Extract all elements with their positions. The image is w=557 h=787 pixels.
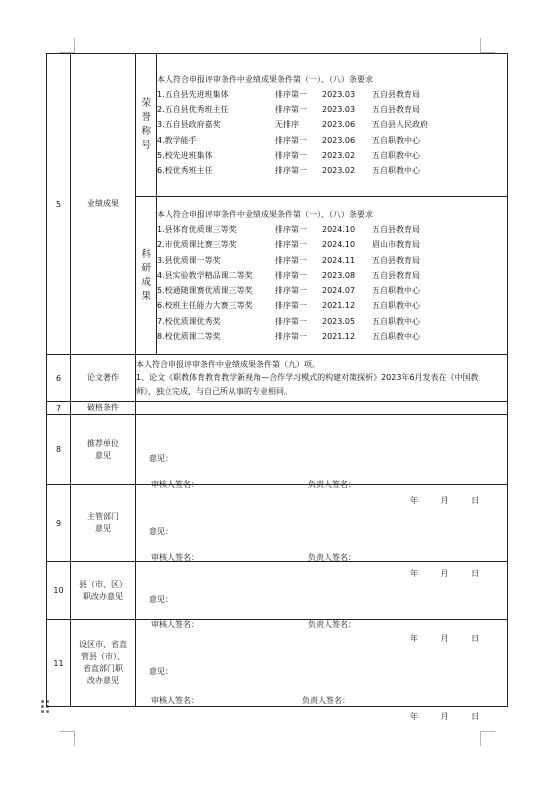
item-name: 1.县体育优质课三等奖 bbox=[157, 225, 237, 235]
row-number: 8 bbox=[47, 415, 71, 485]
row-number: 6 bbox=[47, 355, 71, 402]
row-number: 5 bbox=[47, 54, 71, 355]
responsible-signature-label: 负责人签名： bbox=[302, 696, 350, 705]
item-date: 2024.10 bbox=[322, 240, 356, 250]
paper-content[interactable] bbox=[136, 355, 508, 402]
item-date: 2023.05 bbox=[322, 316, 356, 326]
item-org: 五自职教中心 bbox=[372, 286, 420, 296]
item-name: 7.校优质课优秀奖 bbox=[157, 316, 221, 326]
item-date: 2023.08 bbox=[322, 270, 356, 280]
date-label: 年 月 日 bbox=[410, 633, 480, 643]
label-line: 管县（市）、 bbox=[81, 652, 125, 661]
crop-mark-top-left bbox=[60, 38, 75, 53]
item-name: 6.校优秀班主任 bbox=[157, 166, 213, 175]
row-number: 9 bbox=[47, 485, 71, 562]
responsible-signature-label: 负责人签名： bbox=[308, 553, 356, 562]
paper-line: 1、论文《职教体育教育教学新视角—合作学习模式的构建对策探析》2023年6月发表在《中国教 bbox=[136, 373, 479, 383]
list-item bbox=[157, 314, 507, 329]
item-rank: 排序第一 bbox=[275, 89, 307, 99]
row-number: 7 bbox=[47, 402, 71, 415]
crop-mark-top-right bbox=[480, 38, 495, 53]
reviewer-signature-label: 审核人签名： bbox=[151, 696, 199, 705]
opinion-label: 意见： bbox=[149, 667, 173, 676]
item-name: 4.教学能手 bbox=[157, 135, 197, 145]
item-rank: 排序第一 bbox=[275, 270, 307, 280]
item-rank: 排序第一 bbox=[275, 316, 307, 326]
application-form-table bbox=[46, 53, 508, 721]
label-line: 省直部门职 bbox=[83, 664, 123, 673]
item-org: 五自县教育局 bbox=[372, 270, 420, 280]
item-org: 眉山市教育局 bbox=[372, 240, 420, 250]
item-org: 五自县教育局 bbox=[372, 89, 420, 99]
opinion-cell[interactable] bbox=[136, 415, 508, 505]
item-date: 2021.12 bbox=[322, 301, 356, 311]
row-label: 破格条件 bbox=[71, 402, 136, 415]
paper-line: 本人符合申报评审条件中业绩成果条件第（九）项。 bbox=[136, 359, 320, 369]
row-number: 10 bbox=[47, 562, 71, 620]
item-org: 五自县教育局 bbox=[372, 225, 420, 235]
item-org: 五自县教育局 bbox=[372, 255, 420, 265]
reviewer-signature-label: 审核人签名： bbox=[151, 479, 199, 489]
list-item bbox=[157, 298, 507, 313]
row-number: 11 bbox=[47, 620, 71, 707]
item-date: 2023.02 bbox=[322, 150, 356, 160]
item-org: 五自职教中心 bbox=[372, 150, 420, 160]
item-name: 4.县实验教学精品课二等奖 bbox=[157, 270, 253, 280]
item-org: 五自县人民政府 bbox=[372, 120, 428, 130]
item-rank: 排序第一 bbox=[275, 301, 307, 311]
row-label bbox=[71, 415, 136, 485]
item-org: 五自职教中心 bbox=[372, 301, 420, 311]
row-label bbox=[71, 485, 136, 562]
list-item bbox=[157, 222, 507, 237]
label-line: 意见 bbox=[95, 450, 111, 460]
item-date: 2023.06 bbox=[322, 135, 356, 145]
item-name: 6.校班主任能力大赛三等奖 bbox=[157, 301, 253, 311]
label-line: 县（市、区） bbox=[79, 579, 127, 589]
item-org: 五自职教中心 bbox=[372, 331, 420, 341]
table-row bbox=[47, 415, 508, 485]
item-rank: 排序第一 bbox=[275, 331, 307, 341]
item-rank: 排序第一 bbox=[275, 166, 307, 175]
row-label: 业绩成果 bbox=[71, 54, 136, 355]
item-name: 1.五自县先进班集体 bbox=[157, 89, 229, 99]
management-content[interactable] bbox=[157, 54, 508, 197]
item-date: 2023.06 bbox=[322, 120, 356, 130]
label-line: 主管部门 bbox=[87, 512, 119, 521]
management-intro: 本人符合申报评审条件中业绩成果条件第（一）、（八）条要求 bbox=[157, 74, 373, 84]
list-item bbox=[157, 237, 507, 252]
item-name: 5.校先进班集体 bbox=[157, 150, 213, 160]
date-label: 年 月 日 bbox=[410, 569, 480, 578]
row-label: 论文著作 bbox=[71, 355, 136, 402]
list-item bbox=[157, 102, 507, 117]
table-row bbox=[47, 402, 508, 415]
item-date: 2024.11 bbox=[322, 255, 356, 265]
responsible-signature-label: 负责人签名： bbox=[308, 619, 356, 629]
research-intro: 本人符合申报评审条件中业绩成果条件第（一）、（八）条要求 bbox=[157, 210, 373, 220]
item-org: 五自职教中心 bbox=[372, 316, 420, 326]
opinion-label: 意见： bbox=[149, 594, 173, 604]
item-rank: 排序第一 bbox=[275, 135, 307, 145]
subhead-management: 荣誉称号 bbox=[141, 98, 152, 151]
label-line: 设区市、省直 bbox=[79, 640, 127, 649]
label-line: 职改办意见 bbox=[83, 591, 123, 601]
list-item bbox=[157, 133, 507, 148]
table-row bbox=[47, 54, 508, 197]
item-date: 2023.03 bbox=[322, 89, 356, 99]
item-org: 五自职教中心 bbox=[372, 135, 420, 145]
item-rank: 排序第一 bbox=[275, 240, 307, 250]
label-line: 推荐单位 bbox=[87, 438, 119, 448]
item-rank: 排序第一 bbox=[275, 150, 307, 160]
subhead-research: 科研成果 bbox=[141, 248, 152, 302]
date-label: 年 月 日 bbox=[410, 712, 480, 721]
opinion-label: 意见： bbox=[149, 453, 173, 463]
item-date: 2024.07 bbox=[322, 286, 356, 296]
list-item bbox=[157, 117, 507, 132]
item-name: 8.校优质课二等奖 bbox=[157, 331, 221, 341]
crop-mark-bottom-left bbox=[60, 731, 75, 746]
date-label: 年 月 日 bbox=[410, 495, 480, 505]
exception-content[interactable] bbox=[136, 402, 508, 415]
opinion-label: 意见： bbox=[149, 527, 173, 536]
row-label bbox=[71, 562, 136, 620]
item-rank: 无排序 bbox=[275, 120, 299, 130]
item-name: 5.校通随课赛优质课三等奖 bbox=[157, 286, 253, 296]
item-date: 2021.12 bbox=[322, 331, 356, 341]
list-item bbox=[157, 163, 507, 178]
reviewer-signature-label: 审核人签名： bbox=[151, 619, 199, 629]
item-date: 2024.10 bbox=[322, 225, 356, 235]
responsible-signature-label: 负责人签名： bbox=[308, 479, 356, 489]
crop-mark-bottom-right bbox=[480, 731, 495, 746]
row-label bbox=[71, 620, 136, 707]
item-org: 五自县教育局 bbox=[372, 105, 420, 115]
item-name: 2.五自县优秀班主任 bbox=[157, 105, 229, 115]
label-line: 改办意见 bbox=[87, 676, 119, 685]
list-item bbox=[157, 253, 507, 268]
table-row bbox=[47, 355, 508, 402]
paper-line: 师》，独立完成，与自己所从事的专业相同。 bbox=[136, 386, 292, 396]
research-list bbox=[157, 222, 507, 344]
item-name: 3.县优质课一等奖 bbox=[157, 255, 221, 265]
list-item bbox=[157, 329, 507, 344]
list-item bbox=[157, 268, 507, 283]
list-item bbox=[157, 148, 507, 163]
item-org: 五自职教中心 bbox=[372, 166, 420, 175]
item-rank: 排序第一 bbox=[275, 286, 307, 296]
list-item bbox=[157, 283, 507, 298]
item-rank: 排序第一 bbox=[275, 105, 307, 115]
item-name: 3.五自县政府嘉奖 bbox=[157, 120, 221, 130]
management-list bbox=[157, 87, 507, 178]
research-content[interactable] bbox=[157, 197, 508, 355]
item-rank: 排序第一 bbox=[275, 255, 307, 265]
subhead-cell bbox=[136, 54, 157, 197]
list-item bbox=[157, 87, 507, 102]
reviewer-signature-label: 审核人签名： bbox=[151, 553, 199, 562]
item-date: 2023.02 bbox=[322, 166, 356, 175]
item-name: 2.市优质课比赛三等奖 bbox=[157, 240, 237, 250]
subhead-cell bbox=[136, 197, 157, 355]
item-date: 2023.03 bbox=[322, 105, 356, 115]
label-line: 意见 bbox=[95, 524, 111, 533]
item-rank: 排序第一 bbox=[275, 225, 307, 235]
